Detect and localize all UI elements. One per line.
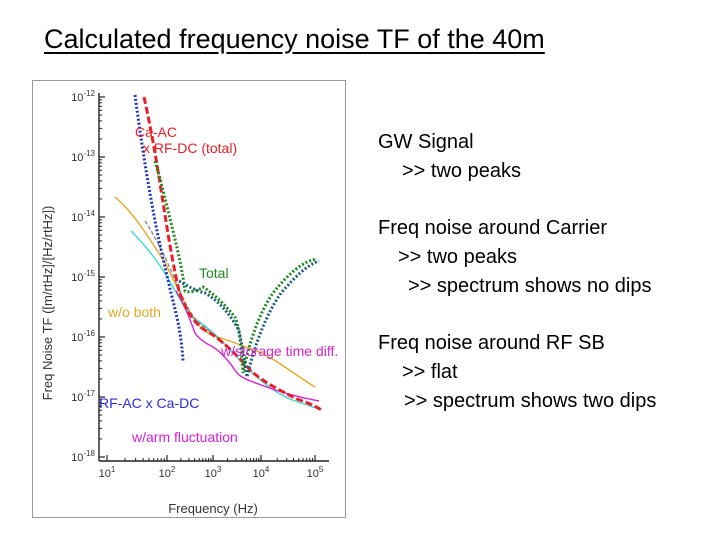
- storage-label: w/storage time diff.: [221, 343, 339, 359]
- note-carrier: [378, 214, 656, 301]
- note-line: >> two peaks: [398, 246, 517, 268]
- note-line: >> two peaks: [402, 160, 521, 182]
- x-axis-label: Frequency (Hz): [168, 501, 258, 516]
- total-label: Total: [199, 265, 229, 281]
- arm-fluctuation-label: w/arm fluctuation: [132, 429, 238, 445]
- y-tick-label: $10^{-17}$: [71, 389, 95, 404]
- x-tick-label: $10^4$: [252, 465, 270, 480]
- total-green-curve: [155, 161, 317, 373]
- y-tick-label: $10^{-18}$: [71, 449, 95, 464]
- y-tick-label: $10^{-16}$: [71, 329, 95, 344]
- x-tick-label: $10^1$: [98, 465, 116, 480]
- slide-title: Calculated frequency noise TF of the 40m: [44, 24, 545, 54]
- y-tick-label: $10^{-13}$: [71, 149, 95, 164]
- x-tick-label: $10^2$: [158, 465, 176, 480]
- cyan-curve: [131, 231, 319, 409]
- ca-ac-label: Ca-AC: [135, 124, 178, 140]
- plot-panel: [32, 80, 346, 518]
- rf-dc-label: x RF-DC (total): [143, 140, 238, 156]
- notes-panel: [378, 128, 656, 444]
- y-tick-label: $10^{-12}$: [71, 89, 95, 104]
- note-heading: GW Signal: [378, 131, 474, 153]
- y-axis-label: Freq Noise TF ([m/rtHz]/[Hz/rtHz]): [40, 205, 55, 401]
- note-heading: Freq noise around Carrier: [378, 217, 607, 239]
- gray-dashed-curve: [145, 221, 227, 347]
- rf-ac-label: RF-AC x Ca-DC: [99, 395, 200, 411]
- note-line: >> flat: [402, 361, 458, 383]
- note-heading: Freq noise around RF SB: [378, 332, 605, 354]
- wo-both-label: w/o both: [108, 304, 161, 320]
- y-tick-label: $10^{-14}$: [71, 209, 95, 224]
- note-line: >> spectrum shows no dips: [408, 275, 652, 297]
- x-tick-label: $10^3$: [204, 465, 222, 480]
- x-tick-label: $10^5$: [306, 465, 324, 480]
- note-rf-sb: [378, 329, 656, 416]
- note-gw-signal: [378, 128, 656, 186]
- note-line: >> spectrum shows two dips: [404, 390, 657, 412]
- noise-tf-plot: [33, 81, 345, 517]
- y-tick-label: $10^{-15}$: [71, 269, 95, 284]
